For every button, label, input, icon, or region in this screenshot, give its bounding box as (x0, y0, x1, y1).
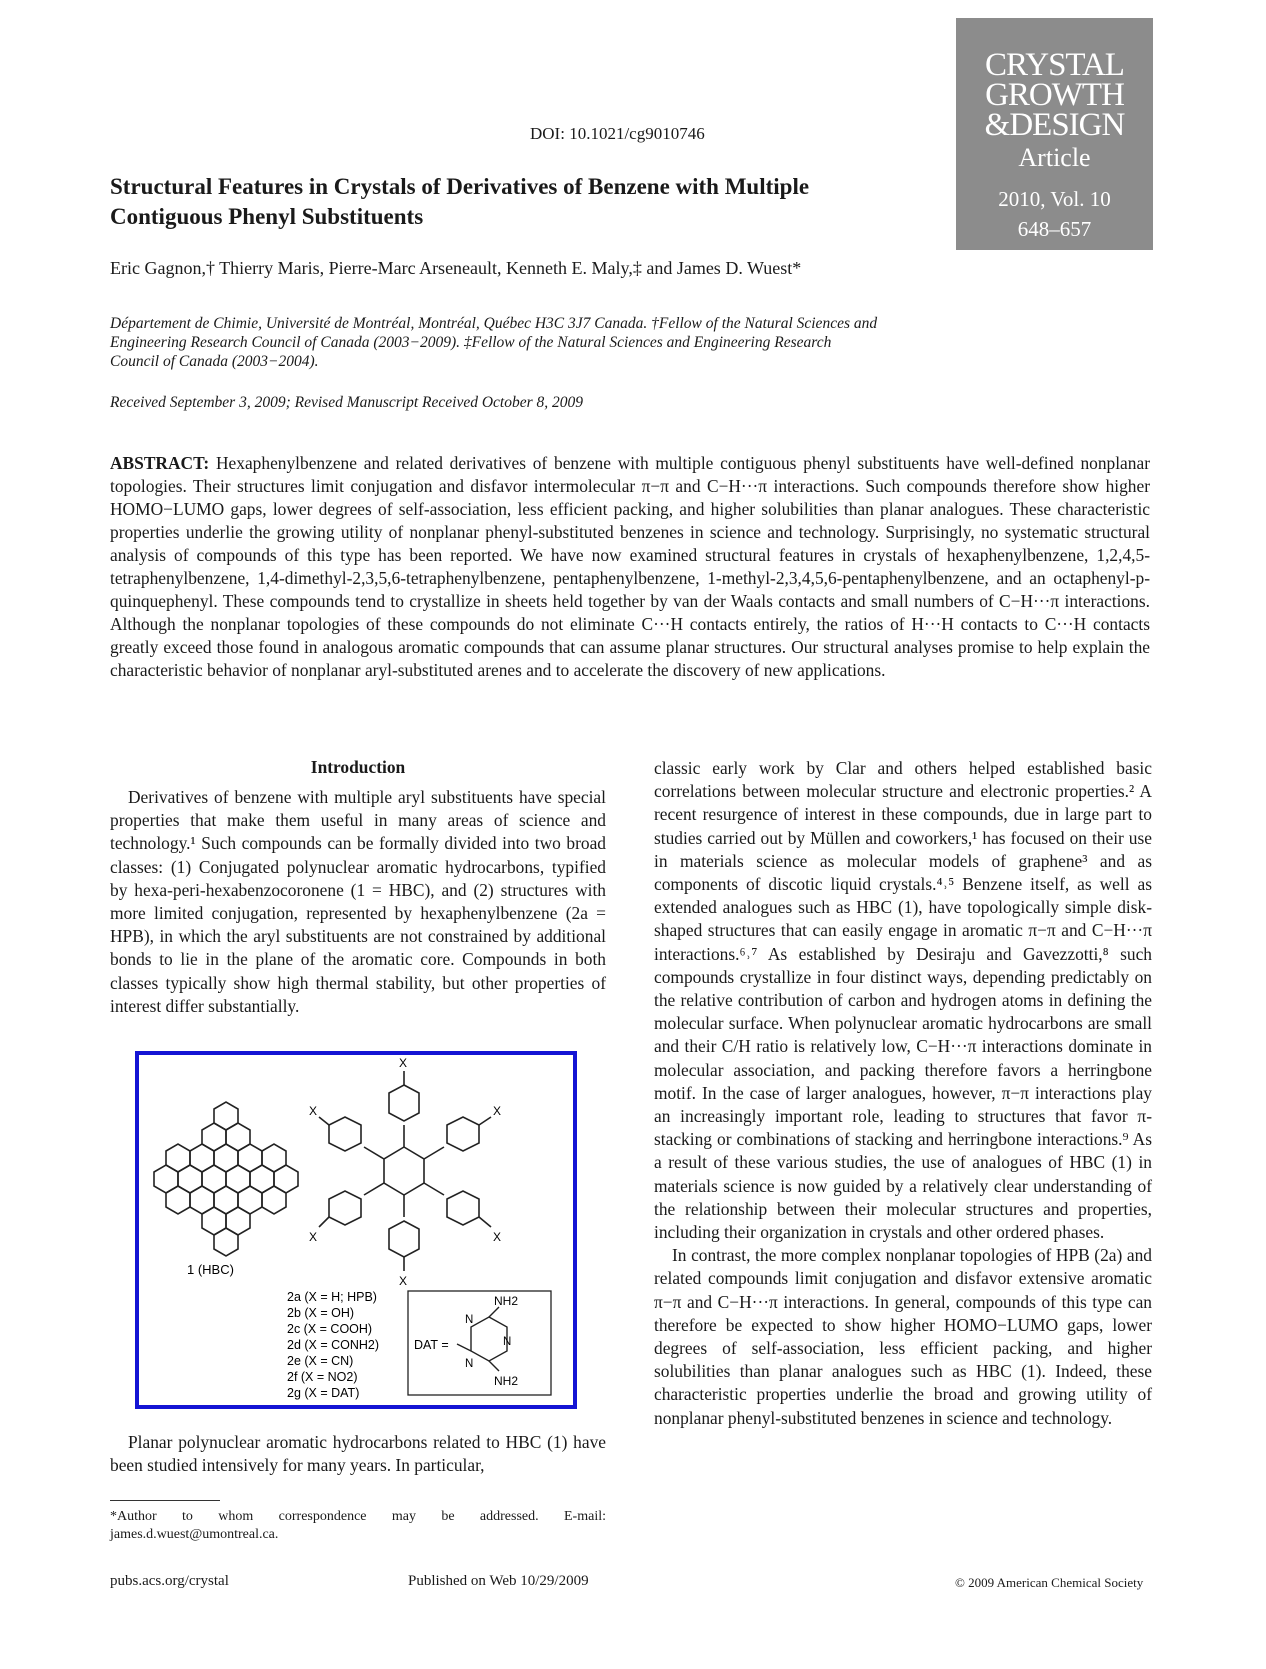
compound-2g: 2g (X = DAT) (287, 1386, 360, 1400)
triazine-n1: N (465, 1314, 474, 1326)
correspondence-footnote: *Author to whom correspondence may be addressed. E-mail: james.d.wuest@umontreal.ca. (110, 1509, 606, 1542)
section-heading-introduction: Introduction (310, 757, 406, 777)
x-label-lower-right: X (493, 1230, 502, 1244)
nh2-bottom: NH2 (494, 1374, 519, 1388)
author-list: Eric Gagnon,† Thierry Maris, Pierre-Marc Arseneault, Kenneth E. Maly,‡ and James D. Wuest* (110, 258, 802, 278)
abstract (110, 452, 1150, 682)
journal-name-line2: GROWTH (985, 77, 1124, 113)
compound-2a: 2a (X = H; HPB) (287, 1290, 377, 1304)
abstract-label: ABSTRACT: (110, 453, 210, 473)
chemical-structures (139, 1055, 573, 1405)
intro-paragraph-1: Derivatives of benzene with multiple aryl substituents have special properties that make them useful in many areas of science and technology.¹ Such compounds can be formally divided into two broad classes: (1) Conjugated polynuclear aromatic hydrocarbons, typified by hexa-peri-hexabenzocoronene (1 = HBC), and (2) structures with more limited conjugation, represented by hexaphenylbenzene (2a = HPB), in which the aryl substituents are not constrained by additional bonds to lie in the plane of the aromatic core. Compounds in both classes typically show high thermal stability, but other properties of interest differ substantially. (110, 787, 606, 1016)
x-label-bottom: X (399, 1274, 408, 1288)
right-column (654, 757, 1152, 1430)
received-dates: Received September 3, 2009; Revised Manuscript Received October 8, 2009 (110, 394, 584, 411)
x-label-upper-right: X (493, 1104, 502, 1118)
x-label-lower-left: X (309, 1230, 318, 1244)
compound-2c: 2c (X = COOH) (287, 1322, 373, 1336)
paper-title: Structural Features in Crystals of Derivatives of Benzene with Multiple Contiguous Phenyl Substituents (110, 174, 810, 229)
x-label-top: X (399, 1056, 408, 1070)
footnote-rule (110, 1500, 220, 1501)
hbc-structure (154, 1102, 298, 1256)
compound-2f: 2f (X = NO2) (287, 1370, 358, 1384)
journal-name-line3: &DESIGN (984, 107, 1125, 143)
dat-label: DAT = (414, 1338, 449, 1352)
year-volume: 2010, Vol. 10 (998, 187, 1111, 211)
intro-paragraph-2: Planar polynuclear aromatic hydrocarbons related to HBC (1) have been studied intensively for many years. In particular, (110, 1432, 606, 1476)
hpb-structure (319, 1071, 491, 1271)
footer-published: Published on Web 10/29/2009 (408, 1573, 589, 1589)
compound-2e: 2e (X = CN) (287, 1354, 354, 1368)
affiliation: Département de Chimie, Université de Montréal, Montréal, Québec H3C 3J7 Canada. †Fellow of the Natural Sciences and Engineering Research Council of Canada (2003−2009). ‡Fellow of the Natural Sciences and Engineering Research Council of Canada (2003−2004). (110, 315, 878, 370)
left-column-top (110, 786, 606, 1018)
nh2-top: NH2 (494, 1294, 519, 1308)
compound-list (287, 1290, 379, 1400)
right-paragraph-2: In contrast, the more complex nonplanar topologies of HPB (2a) and related compounds limit conjugation and disfavor extensive aromatic π−π and C−H···π interactions. In general, compounds of this type can therefore be expected to show higher HOMO−LUMO gaps, lower degrees of self-association, less efficient packing, and higher solubilities than planar analogues such as HBC (1). Indeed, these characteristic properties underlie the broad and growing utility of nonplanar phenyl-substituted benzenes in science and technology. (654, 1245, 1152, 1428)
hbc-label: 1 (HBC) (187, 1262, 234, 1277)
compound-2d: 2d (X = CONH2) (287, 1338, 380, 1352)
abstract-text: Hexaphenylbenzene and related derivatives of benzene with multiple contiguous phenyl substituents have well-defined nonplanar topologies. Their structures limit conjugation and disfavor intermolecular π−π and C−H···π interactions. Such compounds therefore show higher HOMO−LUMO gaps, lower degrees of self-association, less efficient packing, and higher solubilities than planar analogues. These characteristic properties underlie the growing utility of nonplanar phenyl-substituted benzenes in science and technology. Surprisingly, no systematic structural analysis of compounds of this type has been reported. We have now examined structural features in crystals of hexaphenylbenzene, 1,2,4,5-tetraphenylbenzene, 1,4-dimethyl-2,3,5,6-tetraphenylbenzene, pentaphenylbenzene, 1-methyl-2,3,4,5,6-pentaphenylbenzene, and an octaphenyl-p-quinquephenyl. These compounds tend to crystallize in sheets held together by van der Waals contacts and small numbers of C−H···π interactions. Although the nonplanar topologies of these compounds do not eliminate C···H contacts entirely, the ratios of H···H contacts to C···H contacts greatly exceed those found in analogous aromatic compounds that can assume planar structures. Our structural analyses promise to help explain the characteristic behavior of nonplanar aryl-substituted arenes and to accelerate the discovery of new applications. (110, 453, 1150, 680)
doi: DOI: 10.1021/cg9010746 (530, 124, 705, 143)
footer-copyright: © 2009 American Chemical Society (955, 1575, 1144, 1590)
chart-1-figure (135, 1051, 577, 1409)
x-label-upper-left: X (309, 1104, 318, 1118)
page-range: 648–657 (1017, 217, 1092, 241)
compound-2b: 2b (X = OH) (287, 1306, 355, 1320)
left-column-bottom (110, 1431, 606, 1477)
right-paragraph-1: classic early work by Clar and others helped established basic correlations between molecular structure and electronic properties.² A recent resurgence of interest in these compounds, due in large part to studies carried out by Müllen and coworkers,¹ has focused on their use in materials science as molecular models of graphene³ and as components of discotic liquid crystals.⁴˒⁵ Benzene itself, as well as extended analogues such as HBC (1), have topologically simple disk-shaped structures that can easily engage in aromatic π−π and C−H···π interactions.⁶˒⁷ As established by Desiraju and Gavezzotti,⁸ such compounds crystallize in four distinct ways, depending predictably on the relative contribution of carbon and hydrogen atoms in defining the molecular surface. When polynuclear aromatic hydrocarbons are small and their C/H ratio is relatively low, C−H···π interactions dominate in molecular association, and packing therefore favors a herringbone motif. In the case of larger analogues, however, π−π interactions play an increasingly important role, leading to structures that favor π-stacking or combinations of stacking and herringbone interactions.⁹ As a result of these various studies, the use of analogues of HBC (1) in materials science is now guided by a relatively clear understanding of the relationship between their molecular structures and properties, including their organization in crystals and other ordered phases. (654, 758, 1152, 1243)
journal-badge (956, 18, 1153, 250)
article-type: Article (1018, 143, 1091, 172)
triazine-n3: N (465, 1358, 474, 1370)
footer-journal-url: pubs.acs.org/crystal (110, 1573, 229, 1589)
triazine-n2: N (503, 1336, 512, 1348)
journal-name-line1: CRYSTAL (985, 47, 1124, 83)
